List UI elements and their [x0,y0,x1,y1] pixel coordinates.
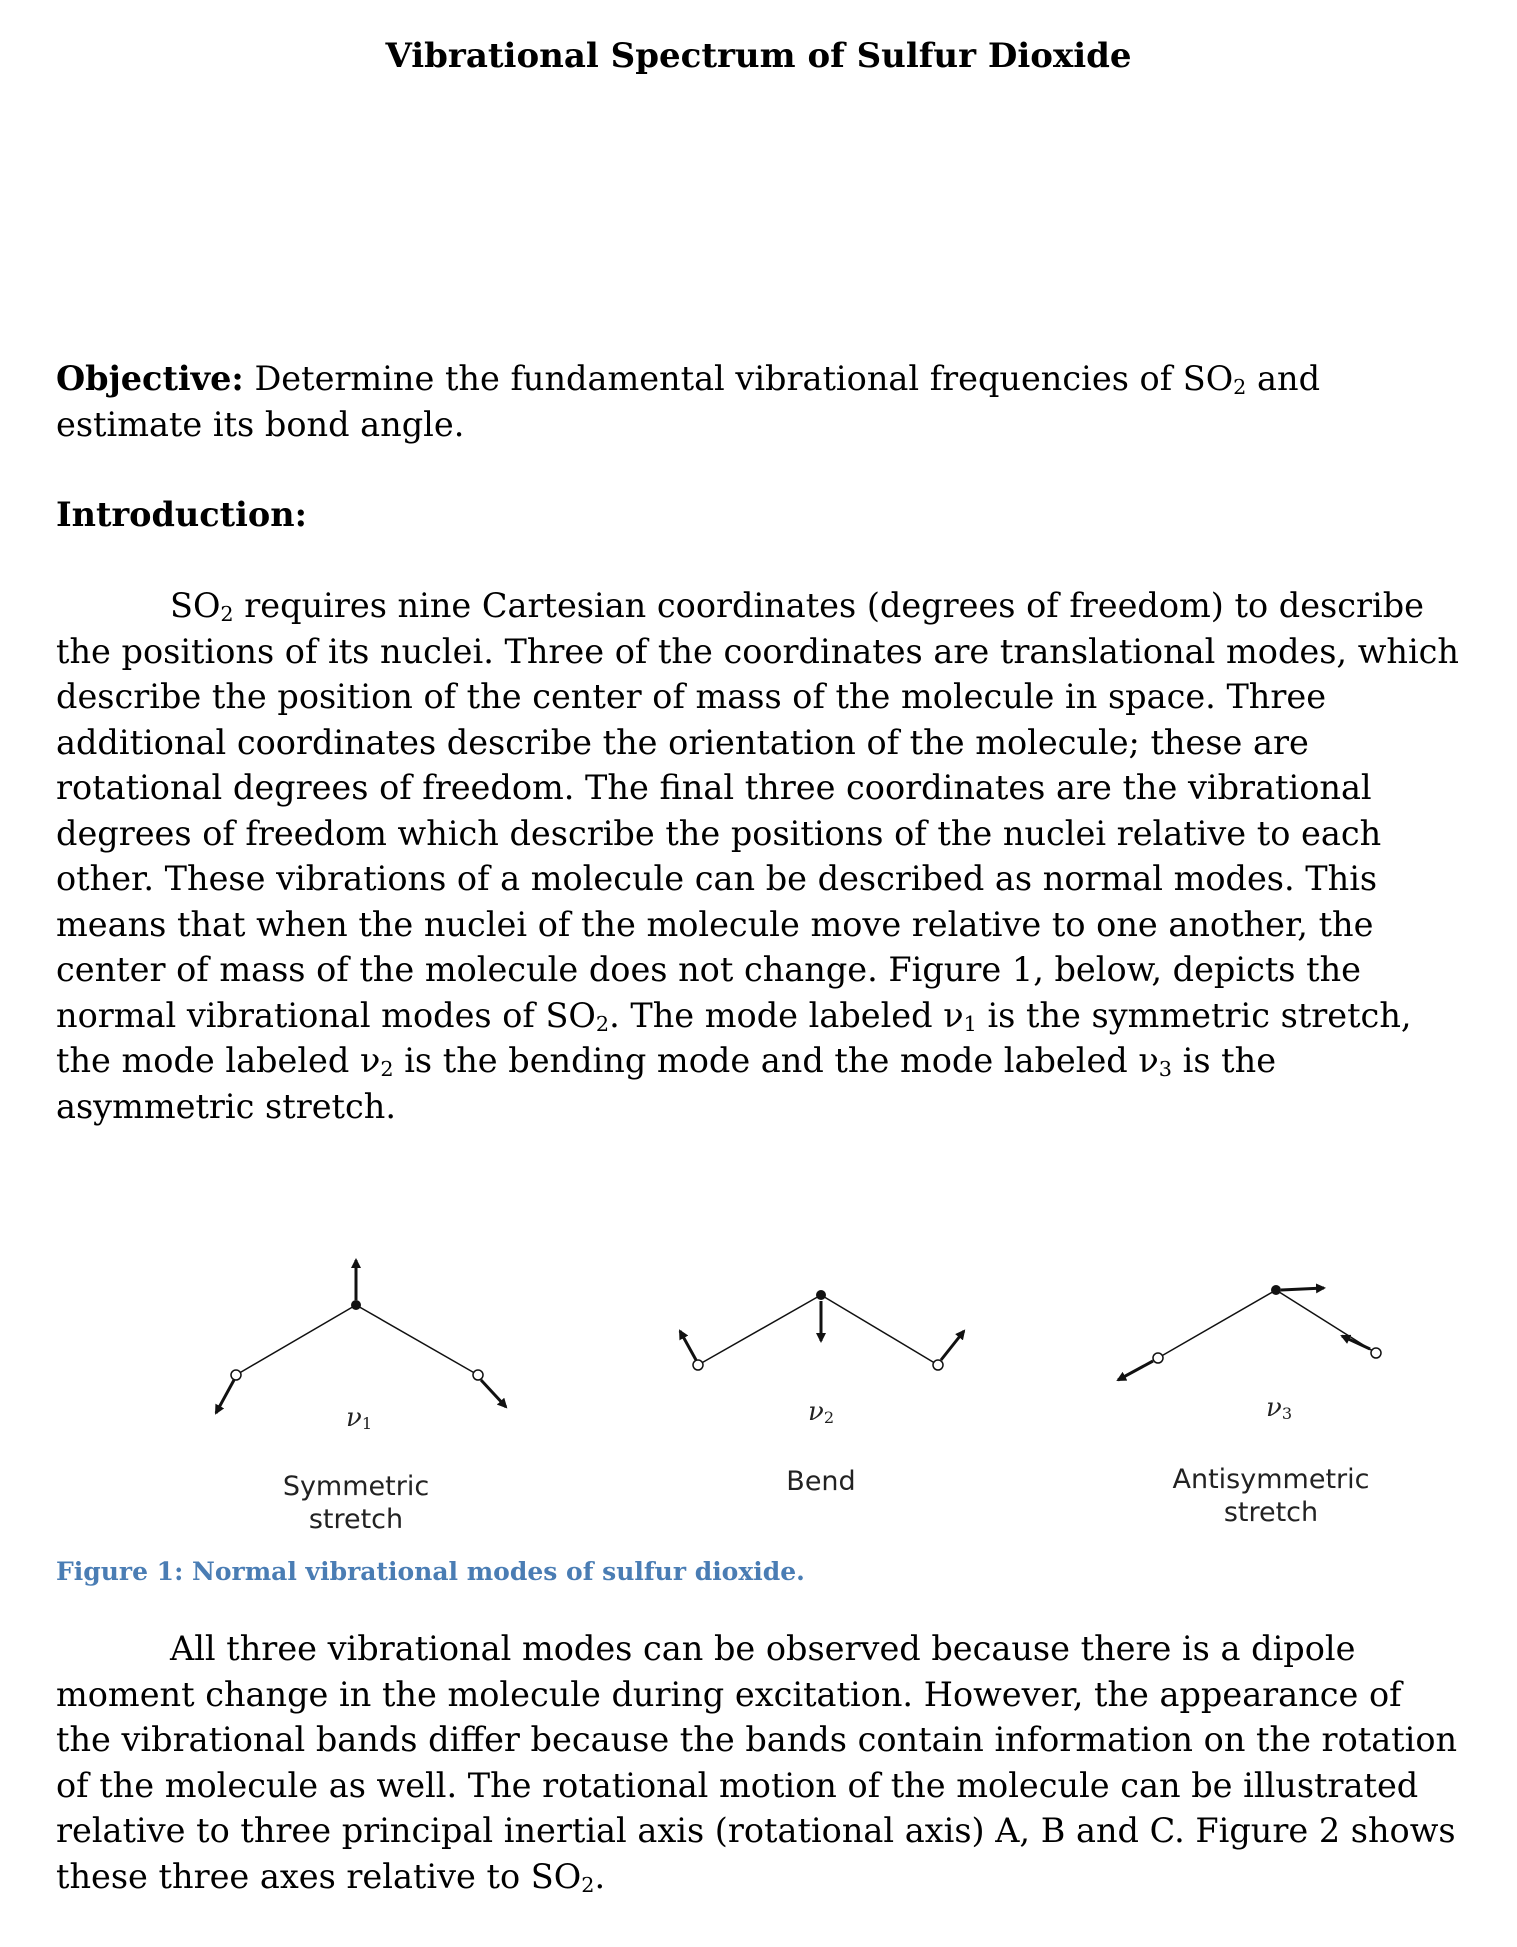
displacement-arrow [1118,1361,1153,1380]
sulfur-atom [816,1290,826,1300]
introduction-heading: Introduction: [56,495,307,534]
mode-antisymmetric-stretch-molecule [1118,1285,1381,1380]
figure-caption: Figure 1: Normal vibrational modes of sulfur dioxide. [56,1557,805,1586]
nu-index: 3 [1281,1404,1293,1424]
sulfur-atom [1271,1285,1281,1295]
sulfur-atom [351,1300,361,1310]
intro-sub-2: 2 [595,1011,610,1036]
mode-label-symmetric-stretch [256,1470,456,1536]
second-sub-1: 2 [581,1872,595,1897]
oxygen-atom [693,1360,703,1370]
oxygen-atom [231,1370,241,1380]
intro-sub-1: 2 [220,602,234,627]
mode-label-line: stretch [1223,1497,1319,1528]
mode-symmetric-stretch-molecule [216,1260,506,1413]
intro-text-4: is the symmetric stretch, the mode labeled ν [56,995,1412,1080]
bond-line [821,1295,938,1365]
displacement-arrow [1342,1336,1370,1349]
intro-sub-5: 3 [1158,1057,1172,1082]
nu-3-label [1266,1393,1292,1423]
nu-1-label [346,1403,372,1433]
oxygen-atom [933,1360,943,1370]
intro-text-1: SO [170,586,221,625]
oxygen-atom [473,1370,483,1380]
bond-line [236,1305,356,1375]
oxygen-atom [1371,1348,1381,1358]
nu-symbol: ν [808,1397,824,1427]
oxygen-atom [1153,1353,1163,1363]
displacement-arrow [941,1331,964,1360]
nu-index: 2 [823,1408,835,1428]
bond-line [1158,1290,1276,1358]
displacement-arrow [680,1331,696,1360]
nu-symbol: ν [346,1403,362,1433]
nu-index: 1 [361,1414,373,1434]
displacement-arrow [1281,1288,1324,1290]
page-title: Vibrational Spectrum of Sulfur Dioxide [385,36,1132,76]
objective-label: Objective: [56,359,244,398]
displacement-arrow [481,1380,506,1407]
mode-label-line: Symmetric [282,1471,430,1502]
intro-text-2: requires nine Cartesian coordinates (degrees of freedom) to describe the positions of its nuclei. Three of the coordinates are translational modes, which describe the position of the center of mass of the molecule in space. Three additional coordinates describe the orientation of the molecule; these are rotational degrees of freedom. The final three coordinates are the vibrational degrees of freedom which describe the positions of the nuclei relative to each other. These vibrations of a molecule can be described as normal modes. This means that when the nuclei of the molecule move relative to one another, the center of mass of the molecule does not change. Figure 1, below, depicts the normal vibrational modes of SO [56,586,1460,1035]
intro-sub-3: 1 [963,1011,977,1036]
intro-sub-4: 2 [380,1057,394,1082]
objective-text: Determine the fundamental vibrational frequencies of SO [243,359,1234,398]
mode-label-antisymmetric-stretch [1156,1463,1386,1529]
mode-label-bend [721,1465,921,1498]
mode-bend-molecule [680,1290,964,1370]
intro-text-6: is the asymmetric stretch. [56,1041,1277,1126]
mode-label-line: Bend [786,1466,856,1497]
second-text-1: All three vibrational modes can be observed because there is a dipole moment change in the molecule during excitation. However, the appearance of the vibrational bands differ because the bands contain information on the rotation of the molecule as well. The rotational motion of the molecule can be illustrated relative to three principal inertial axis (rotational axis) A, B and C. Figure 2 shows these three axes relative to SO [56,1629,1458,1896]
intro-paragraph [56,583,1466,1129]
intro-text-3: . The mode labeled ν [609,995,964,1035]
bond-line [356,1305,478,1375]
objective-paragraph [56,356,1466,447]
displacement-arrow [216,1380,234,1413]
nu-2-label [808,1397,834,1427]
objective-subscript: 2 [1233,375,1247,400]
mode-label-line: Antisymmetric [1172,1464,1370,1495]
nu-symbol: ν [1266,1393,1282,1423]
second-text-2: . [594,1856,606,1896]
figure-normal-modes [56,1235,1466,1545]
objective-text-end: and estimate its bond angle. [56,359,1321,444]
mode-label-line: stretch [308,1504,404,1535]
bond-line [698,1295,821,1365]
second-paragraph [56,1626,1466,1899]
intro-text-5: is the bending mode and the mode labeled ν [393,1041,1159,1080]
